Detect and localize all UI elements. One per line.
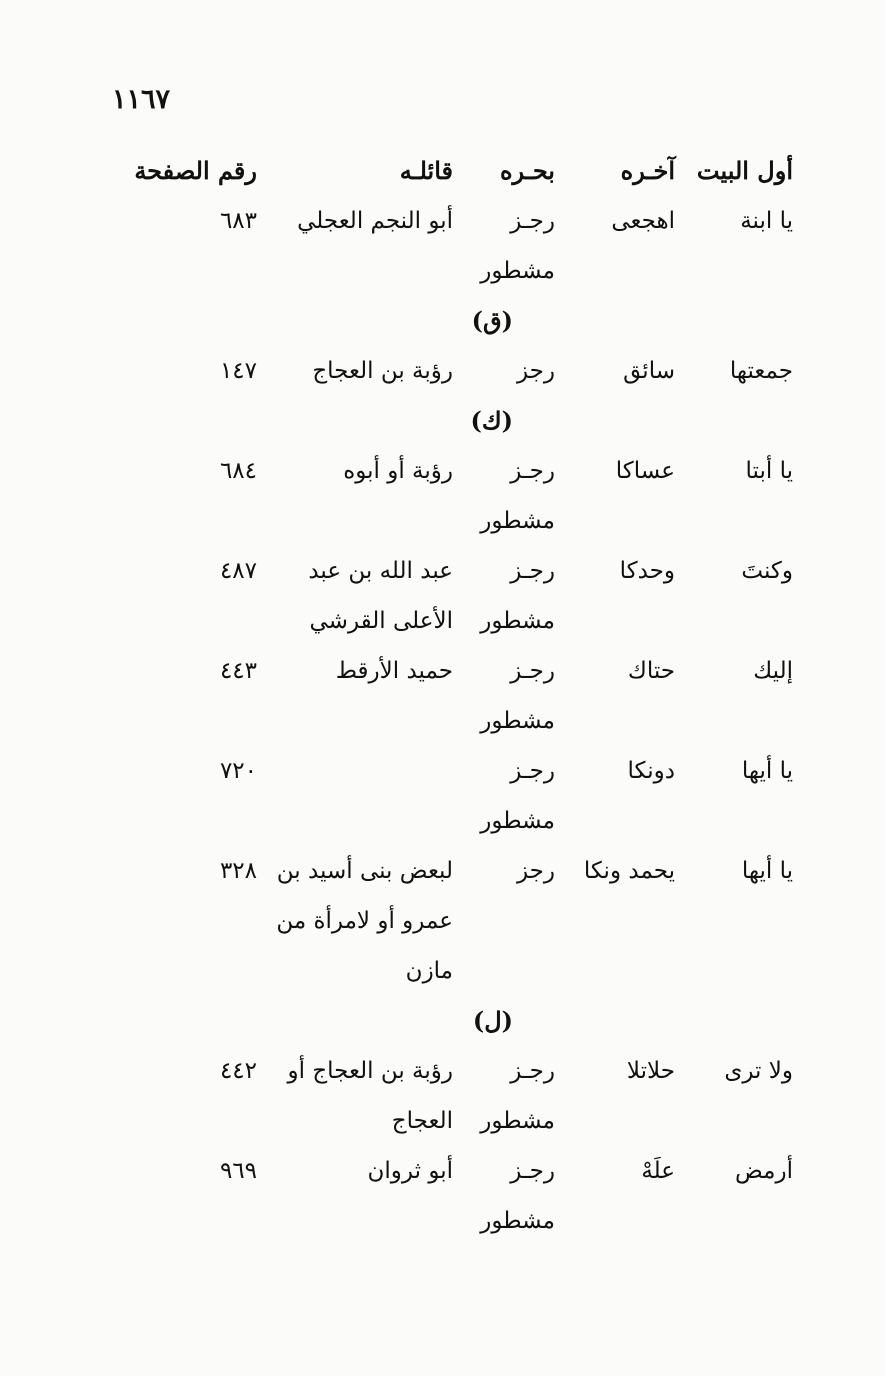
table-body (0, 196, 885, 1246)
last-word-cell: يحمد ونكا (583, 858, 675, 884)
page-cell: ٣٢٨ (219, 858, 257, 884)
first-word-cell: ولا ترى (724, 1058, 793, 1084)
first-word-cell: وكنتَ (741, 558, 793, 584)
section-letter-label: (ك) (470, 406, 513, 435)
last-word-cell: وحدكا (619, 558, 675, 584)
table-row-continuation (0, 496, 885, 546)
page-cell: ٦٨٤ (219, 458, 257, 484)
poet-cell: عمرو أو لامرأة من (276, 908, 453, 934)
poet-cell: العجاج (391, 1108, 453, 1134)
meter-cell: مشطور (480, 808, 555, 834)
table-row-continuation (0, 896, 885, 946)
meter-cell: رجز (516, 358, 555, 384)
header-last-word: آخـره (620, 156, 675, 185)
meter-cell: رجـز (510, 208, 555, 234)
page-cell: ١٤٧ (219, 358, 257, 384)
table-header (0, 146, 885, 196)
last-word-cell: حلاتلا (626, 1058, 675, 1084)
last-word-cell: علَهْ (641, 1158, 675, 1184)
table-row-continuation (0, 946, 885, 996)
first-word-cell: جمعتها (729, 358, 793, 384)
table-row-continuation (0, 1196, 885, 1246)
meter-cell: رجـز (510, 1158, 555, 1184)
first-word-cell: يا أبتا (745, 458, 793, 484)
meter-cell: رجـز (510, 758, 555, 784)
meter-cell: مشطور (480, 508, 555, 534)
meter-cell: مشطور (480, 1108, 555, 1134)
last-word-cell: سائق (623, 358, 675, 384)
poet-cell: رؤبة بن العجاج (312, 358, 453, 384)
meter-cell: رجـز (510, 558, 555, 584)
page-cell: ٩٦٩ (219, 1158, 257, 1184)
table-row (0, 196, 885, 246)
last-word-cell: اهجعى (611, 208, 675, 234)
table-row-continuation (0, 796, 885, 846)
table-row (0, 346, 885, 396)
table-row (0, 646, 885, 696)
first-word-cell: يا أيها (741, 758, 793, 784)
meter-cell: مشطور (480, 608, 555, 634)
first-word-cell: أرمض (735, 1158, 793, 1184)
table-row-continuation (0, 246, 885, 296)
header-meter: بحـره (499, 156, 555, 185)
table-row-continuation (0, 1096, 885, 1146)
last-word-cell: حتاك (627, 658, 675, 684)
meter-cell: مشطور (480, 1208, 555, 1234)
page-number: ١١٦٧ (112, 84, 171, 115)
table-row-continuation (0, 696, 885, 746)
first-word-cell: يا ابنة (740, 208, 793, 234)
header-page: رقم الصفحة (134, 156, 257, 185)
page-cell: ٦٨٣ (219, 208, 257, 234)
table-row (0, 1146, 885, 1196)
meter-cell: رجـز (510, 1058, 555, 1084)
table-row (0, 446, 885, 496)
poet-cell: الأعلى القرشي (309, 608, 453, 634)
meter-cell: رجـز (510, 658, 555, 684)
poet-cell: مازن (405, 958, 453, 984)
table-row (0, 1046, 885, 1096)
section-letter (0, 396, 885, 446)
section-letter (0, 296, 885, 346)
section-letter (0, 996, 885, 1046)
table-row (0, 546, 885, 596)
page-cell: ٤٤٣ (219, 658, 257, 684)
poet-cell: عبد الله بن عبد (308, 558, 453, 584)
page-cell: ٤٤٢ (219, 1058, 257, 1084)
meter-cell: رجـز (510, 458, 555, 484)
poet-cell: رؤبة أو أبوه (343, 458, 453, 484)
table-row-continuation (0, 596, 885, 646)
last-word-cell: دونكا (627, 758, 675, 784)
poet-cell: أبو ثروان (367, 1158, 453, 1184)
header-first-word: أول البيت (696, 156, 793, 185)
first-word-cell: إليك (753, 658, 793, 684)
section-letter-label: (ل) (472, 1006, 513, 1035)
last-word-cell: عساكا (615, 458, 675, 484)
first-word-cell: يا أيها (741, 858, 793, 884)
page-cell: ٤٨٧ (219, 558, 257, 584)
verse-index-table (0, 146, 885, 1246)
page-cell: ٧٢٠ (219, 758, 257, 784)
poet-cell: أبو النجم العجلي (297, 208, 453, 234)
meter-cell: مشطور (480, 258, 555, 284)
table-row (0, 846, 885, 896)
header-poet: قائلـه (399, 156, 453, 185)
poet-cell: حميد الأرقط (335, 658, 453, 684)
poet-cell: لبعض بنى أسيد بن (276, 858, 453, 884)
meter-cell: مشطور (480, 708, 555, 734)
section-letter-label: (ق) (471, 306, 513, 335)
table-row (0, 746, 885, 796)
meter-cell: رجز (516, 858, 555, 884)
poet-cell: رؤبة بن العجاج أو (287, 1058, 453, 1084)
